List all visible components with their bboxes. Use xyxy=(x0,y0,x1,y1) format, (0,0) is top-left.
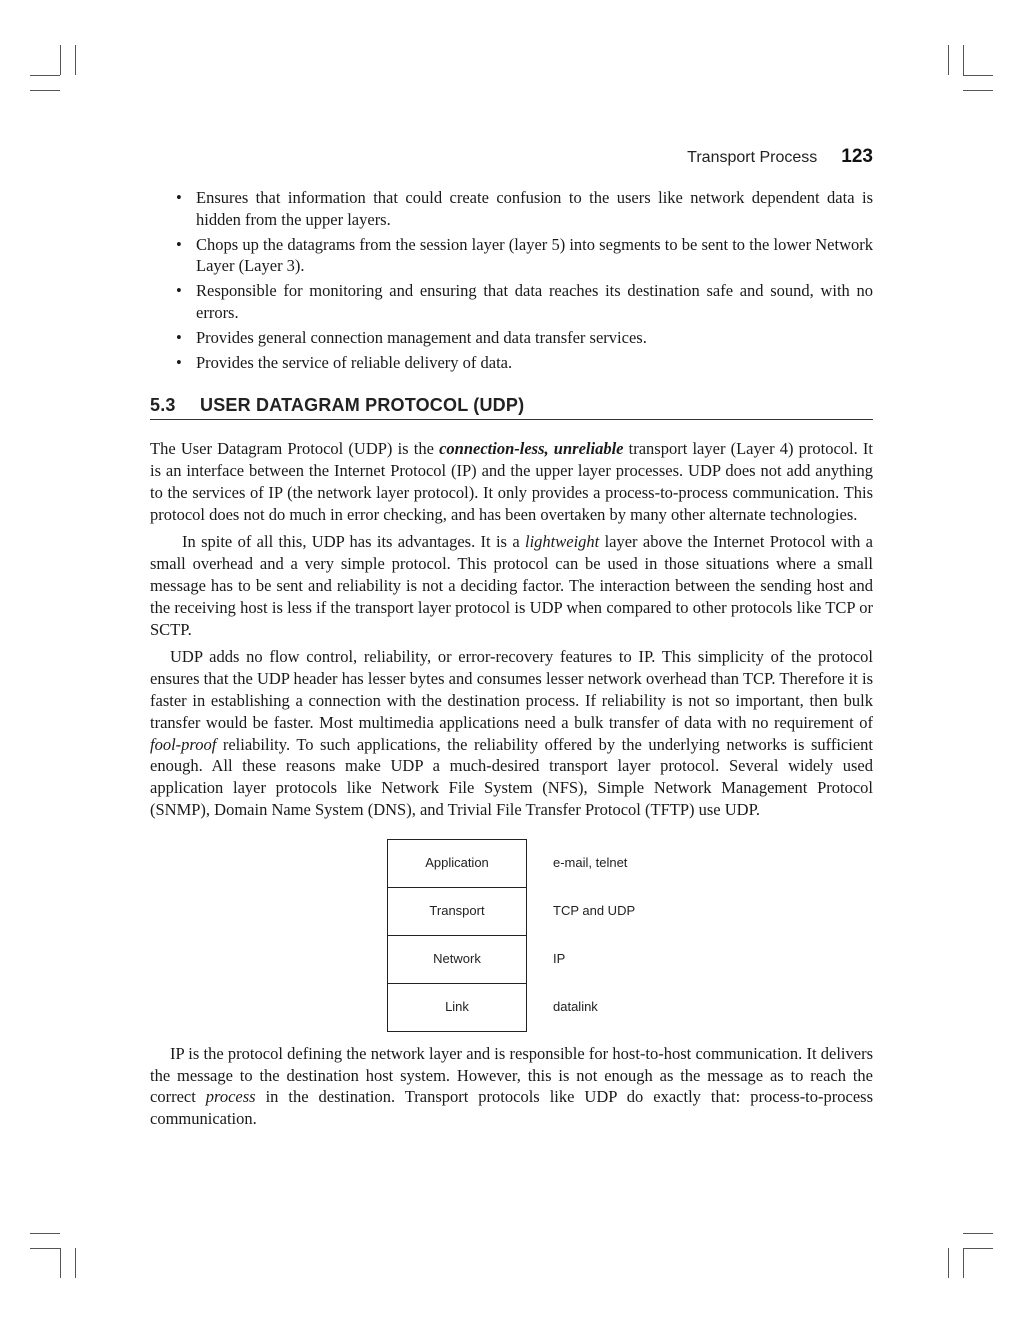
layer-protocols-link: datalink xyxy=(553,999,598,1015)
crop-mark xyxy=(963,1248,993,1249)
crop-mark xyxy=(963,45,964,75)
layer-diagram xyxy=(150,839,873,1033)
crop-mark xyxy=(963,75,993,76)
list-item: • Responsible for monitoring and ensuring that data reaches its destination safe and sound, with no errors. xyxy=(176,281,873,322)
running-header xyxy=(150,146,873,172)
list-item: • Chops up the datagrams from the session layer (layer 5) into segments to be sent to the lower Network Layer (Layer 3). xyxy=(176,234,873,276)
crop-mark xyxy=(60,45,61,75)
bullet-list xyxy=(150,187,873,373)
section-title: USER DATAGRAM PROTOCOL (UDP) xyxy=(200,395,525,416)
layer-box-link: Link xyxy=(445,999,469,1015)
emphasis: fool-proof xyxy=(150,734,217,754)
paragraph: In spite of all this, UDP has its advantages. It is a lightweight layer above the Internet Protocol with a small overhead and a very simple protocol. This protocol can be used in those situations where a small message has to be sent and reliability is not a deciding factor. The interaction between the sending host and the receiving host is less if the transport layer protocol is UDP when compared to other protocols like TCP or SCTP. xyxy=(150,532,874,639)
list-item: • Provides general connection management and data transfer services. xyxy=(176,327,647,347)
emphasis: process xyxy=(205,1087,256,1107)
crop-mark xyxy=(948,45,949,75)
emphasis: lightweight xyxy=(524,532,600,552)
paragraph: The User Datagram Protocol (UDP) is the connection-less, unreliable transport layer (Layer 4) protocol. It is an interface between the Internet Protocol (IP) and the upper layer processes. UDP does not add anything to the services of IP (the network layer protocol). It only provides a process-to-process communication. This protocol does not do much in error checking, and has been overtaken by many other alternate technologies. xyxy=(150,439,874,524)
layer-stack xyxy=(387,839,527,1032)
layer-box-application: Application xyxy=(388,840,526,888)
list-item: • Provides the service of reliable delivery of data. xyxy=(176,352,513,372)
list-item: • Ensures that information that could create confusion to the users like network dependent data is hidden from the upper layers. xyxy=(176,188,873,229)
crop-mark xyxy=(963,1248,964,1278)
page-number: 123 xyxy=(841,146,873,167)
layer-box-transport: Transport xyxy=(388,888,526,936)
section-number: 5.3 xyxy=(150,395,176,416)
paragraph: IP is the protocol defining the network layer and is responsible for host-to-host communication. It delivers the message to the destination host system. However, this is not enough as the message as to reach the correct process in the destination. Transport protocols like UDP do exactly that: process-to-process communication. xyxy=(150,1043,874,1129)
crop-mark xyxy=(30,1248,60,1249)
crop-mark xyxy=(75,1248,76,1278)
crop-mark xyxy=(948,1248,949,1278)
running-title: Transport Process xyxy=(687,149,818,166)
crop-mark xyxy=(60,1248,61,1278)
crop-mark xyxy=(963,90,993,91)
paragraph: UDP adds no flow control, reliability, or error-recovery features to IP. This simplicity of the protocol ensures that the UDP header has lesser bytes and consumes lesser network overhead than TCP. Therefore it is faster in establishing a connection with the destination process. If reliability is not so important, then bulk transfer would be faster. Most multimedia applications need a bulk transfer of data with no requirement of fool-proof reliability. To such applications, the reliability offered by the underlying networks is sufficient enough. All these reasons make UDP a much-desired transport layer protocol. Several widely used application layer protocols like Network File System (NFS), Simple Network Management Protocol (SNMP), Domain Name System (DNS), and Trivial File Transfer Protocol (TFTP) use UDP. xyxy=(150,647,873,819)
section-heading xyxy=(150,395,873,420)
layer-protocols-application: e-mail, telnet xyxy=(553,855,628,871)
crop-mark xyxy=(30,1233,60,1234)
layer-protocols-network: IP xyxy=(553,951,566,967)
page-body xyxy=(150,187,873,1130)
crop-mark xyxy=(30,75,60,76)
layer-protocols-transport: TCP and UDP xyxy=(553,903,636,919)
crop-mark xyxy=(30,90,60,91)
crop-mark xyxy=(75,45,76,75)
crop-mark xyxy=(963,1233,993,1234)
layer-box-network: Network xyxy=(388,936,526,984)
emphasis: connection-less, unreliable xyxy=(439,439,624,459)
